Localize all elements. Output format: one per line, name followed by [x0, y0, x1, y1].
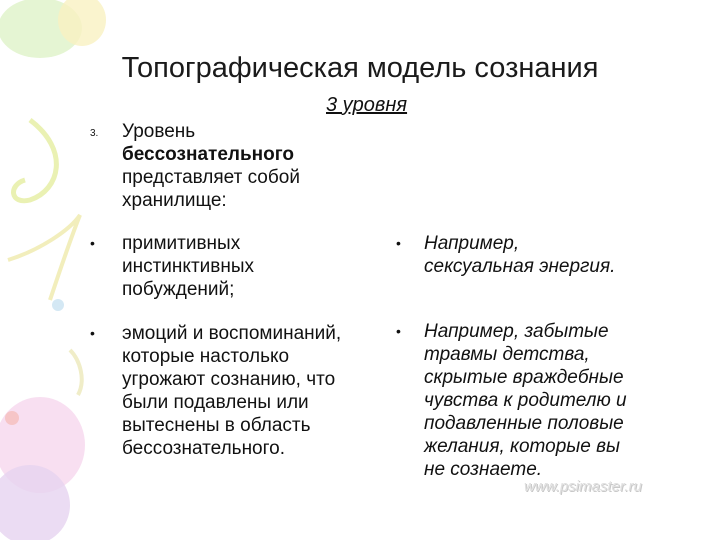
bullet-line: Например, забытые: [424, 321, 609, 342]
item-number: 3.: [90, 128, 99, 139]
yellow-balloon-shape: [58, 0, 106, 46]
leaf-shape: [70, 350, 82, 395]
left-bullet-1: [122, 232, 372, 301]
red-dot-shape: [5, 411, 19, 425]
bullet-line: не сознаете.: [424, 459, 543, 480]
bullet-line: Например,: [424, 233, 520, 254]
green-balloon-shape: [0, 0, 82, 58]
intro-bold-term: бессознательного: [122, 144, 295, 165]
branch-shape: [8, 215, 80, 300]
bullet-line: сексуальная энергия.: [424, 256, 616, 277]
slide-title: Топографическая модель сознания: [121, 52, 599, 84]
bullet-dot: •: [396, 323, 401, 339]
bullet-line: примитивных: [122, 233, 241, 254]
intro-line: представляет собой: [122, 167, 300, 188]
bullet-line: травмы детства,: [424, 344, 590, 365]
swirl-shape: [14, 120, 57, 201]
bullet-line: бессознательного.: [122, 438, 285, 459]
purple-balloon-shape: [0, 465, 70, 540]
bullet-dot: •: [396, 235, 401, 251]
bullet-dot: •: [90, 235, 95, 251]
intro-text: [122, 120, 362, 212]
watermark: www.psimaster.ru: [524, 478, 642, 495]
left-bullet-2: [122, 322, 384, 460]
bullet-line: были подавлены или: [122, 392, 309, 413]
intro-line: хранилище:: [122, 190, 227, 211]
right-bullet-1: [424, 232, 664, 278]
bullet-line: которые настолько: [122, 346, 290, 367]
bullet-line: скрытые враждебные: [424, 367, 624, 388]
bullet-line: вытеснены в область: [122, 415, 311, 436]
bullet-dot: •: [90, 325, 95, 341]
blue-dot-shape: [52, 299, 64, 311]
bullet-line: угрожают сознанию, что: [122, 369, 336, 390]
bullet-line: чувства к родителю и: [424, 390, 627, 411]
pink-balloon-shape: [0, 397, 85, 493]
bullet-line: инстинктивных: [122, 256, 254, 277]
bullet-line: эмоций и воспоминаний,: [122, 323, 342, 344]
intro-line: Уровень: [122, 121, 196, 142]
bullet-line: побуждений;: [122, 279, 235, 300]
bullet-line: подавленные половые: [424, 413, 624, 434]
right-bullet-2: [424, 320, 664, 481]
bullet-line: желания, которые вы: [424, 436, 621, 457]
slide-subtitle: 3 уровня: [326, 94, 408, 116]
